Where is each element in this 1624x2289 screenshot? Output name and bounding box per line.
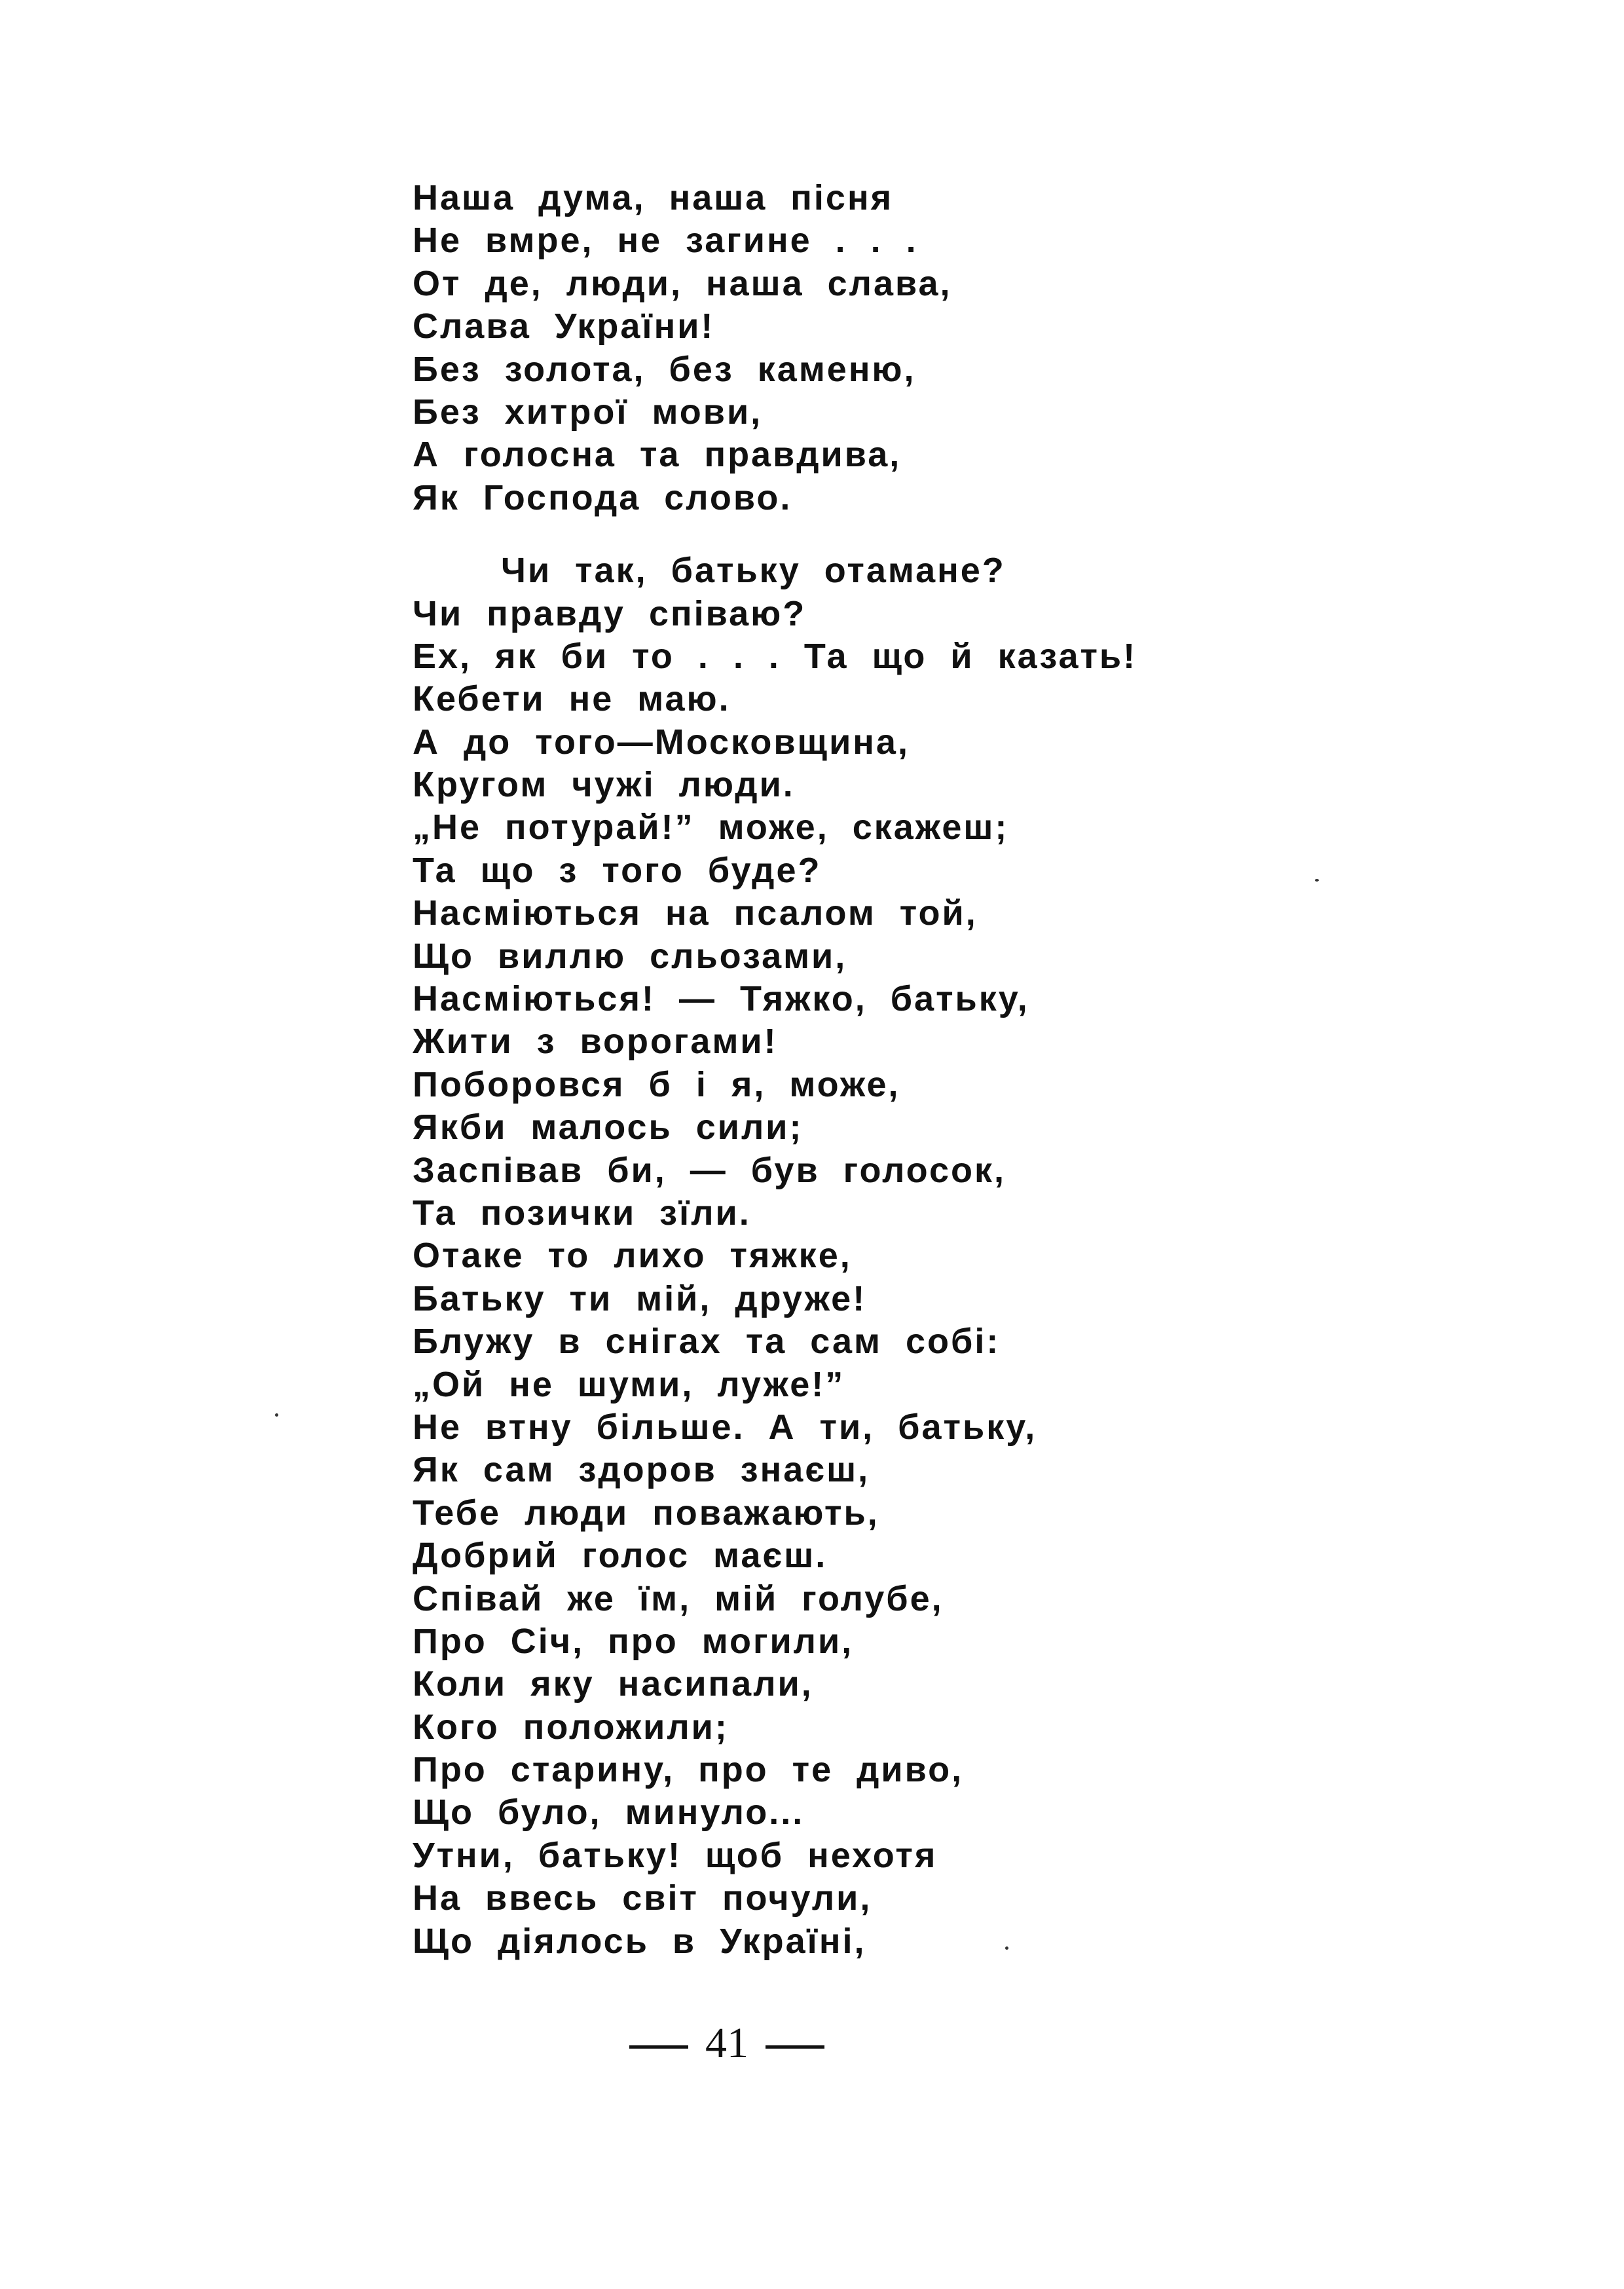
poem-line: Батьку ти мій, друже! — [413, 1278, 867, 1318]
poem-line: Тебе люди поважають, — [413, 1493, 879, 1533]
poem-line: Якби малось сили; — [413, 1107, 803, 1147]
poem-line: „Ой не шуми, луже!” — [413, 1364, 845, 1404]
poem-line: Жити з ворогами! — [413, 1022, 778, 1062]
poem-line: Співай же їм, мій голубе, — [413, 1578, 944, 1618]
poem-line: Що виллю сльозами, — [413, 936, 847, 976]
poem-line: Не втну більше. А ти, батьку, — [413, 1407, 1037, 1447]
poem-text — [413, 177, 1395, 1963]
poem-line: Насміються! — Тяжко, батьку, — [413, 979, 1029, 1019]
poem-line: Що діялось в Україні, — [413, 1921, 866, 1961]
poem-line: Як Господа слово. — [413, 477, 792, 517]
page-number-value: 41 — [705, 2019, 748, 2067]
poem-line: Слава України! — [413, 307, 715, 346]
poem-line: „Не потурай!” може, скажеш; — [413, 808, 1009, 847]
poem-line: Отаке то лихо тяжке, — [413, 1236, 852, 1276]
left-dash — [629, 2045, 688, 2049]
poem-line: Про Січ, про могили, — [413, 1621, 854, 1661]
poem-line: Без хитрої мови, — [413, 392, 763, 432]
poem-line: Добрий голос маєш. — [413, 1536, 828, 1576]
poem-line: Кругом чужі люди. — [413, 765, 795, 805]
poem-line: Блужу в снігах та сам собі: — [413, 1322, 1001, 1362]
poem-line: Чи так, батьку отамане? — [501, 551, 1006, 591]
poem-line: На ввесь світ почули, — [413, 1878, 872, 1918]
poem-line: Та що з того буде? — [413, 850, 822, 890]
poem-line: Коли яку насипали, — [413, 1664, 813, 1704]
poem-line: Без золота, без каменю, — [413, 349, 916, 389]
poem-line: Кого положили; — [413, 1707, 729, 1747]
poem-line: Чи правду співаю? — [413, 593, 807, 633]
poem-line: Заспівав би, — був голосок, — [413, 1150, 1006, 1190]
poem-line: Ех, як би то . . . Та що й казать! — [413, 636, 1137, 676]
scan-speck — [275, 1413, 278, 1417]
stanza-2 — [413, 549, 1395, 1963]
poem-line: А голосна та правдива, — [413, 435, 902, 475]
poem-line: Насміються на псалом той, — [413, 893, 978, 933]
poem-line: Як сам здоров знаєш, — [413, 1450, 870, 1490]
scan-speck — [1315, 879, 1319, 882]
right-dash — [766, 2045, 824, 2049]
stanza-1 — [413, 177, 1395, 519]
poem-line: Наша дума, наша пісня — [413, 178, 894, 217]
poem-line: Утни, батьку! щоб нехотя — [413, 1835, 938, 1875]
poem-line: Не вмре, не загине . . . — [413, 221, 918, 261]
poem-line: Поборовся б і я, може, — [413, 1064, 900, 1104]
poem-line: Про старину, про те диво, — [413, 1750, 964, 1790]
poem-line: Що було, минуло... — [413, 1793, 805, 1833]
poem-line: Кебети не маю. — [413, 679, 731, 719]
poem-line: А до того—Московщина, — [413, 722, 910, 762]
scan-speck — [1005, 1946, 1008, 1950]
page-number — [0, 2017, 1454, 2070]
poem-line: От де, люди, наша слава, — [413, 263, 952, 303]
poem-line: Та позички зїли. — [413, 1193, 751, 1233]
